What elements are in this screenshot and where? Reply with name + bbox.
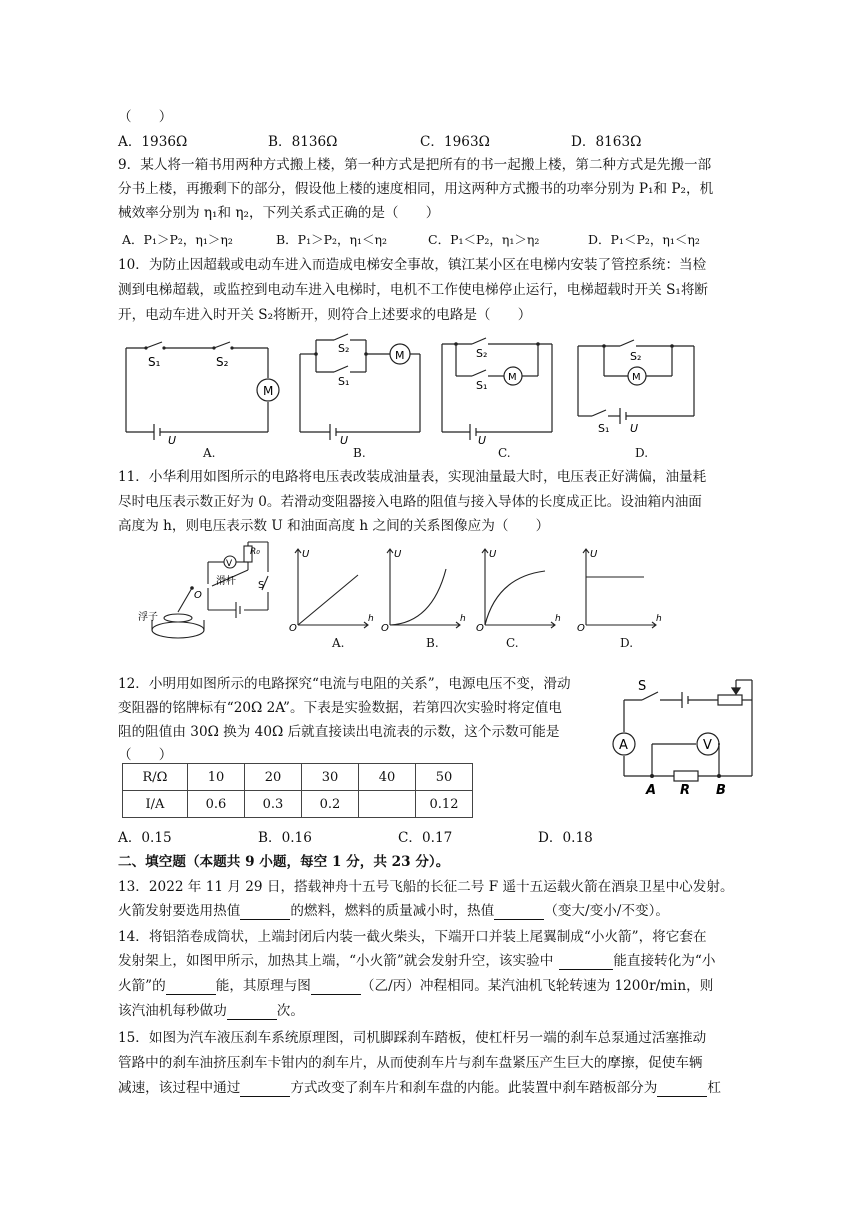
q10-option-a: A. [203,446,216,460]
q11c-u-label: U [489,549,497,560]
q10a-m-label: M [263,384,274,398]
q11d-o-label: O [577,623,585,631]
q10c-m-label: M [508,372,517,383]
q13-text-b: 的燃料，燃料的质量减小时，热值 [290,903,495,919]
q11a-o-label: O [289,623,297,631]
answer-blank[interactable] [227,1004,277,1020]
q10-circuit-d [574,338,700,438]
q11-graph-b [380,545,466,631]
table-cell: 10 [188,764,245,791]
table-cell: 50 [416,764,473,791]
q11b-u-label: U [394,549,402,560]
q10b-m-label: M [395,349,405,362]
q10a-u-label: U [168,434,177,446]
q14-text-a: 发射架上，如图甲所示，加热其上端，“小火箭”就会发射升空，该实验中 [118,953,554,969]
q12-ammeter-label: A [619,738,628,753]
table-row [123,764,473,791]
q10-circuit-c [438,334,560,446]
q9-option-a: A．P₁＞P₂，η₁＞η₂ [122,232,233,247]
q9-stem-line1: 9．某人将一箱书用两种方式搬上楼，第一种方式是把所有的书一起搬上楼，第二种方式是先搬一部 [118,157,712,173]
q13-text-a: 火箭发射要选用热值 [118,903,241,919]
q10a-s2-label: S₂ [216,355,229,369]
q10d-m-label: M [632,372,641,383]
q11-graph-a [288,545,374,631]
table-cell: 40 [359,764,416,791]
q12-stem-line2: 变阻器的铭牌标有“20Ω 2A”。下表是实验数据，若第四次实验时将定值电 [118,700,562,716]
q11a-u-label: U [302,549,310,560]
q11-option-d: D. [620,636,634,650]
q14-text-e: （乙/丙）冲程相同。某汽油机飞轮转速为 1200r/min，则 [360,978,714,994]
q11b-h-label: h [460,614,466,624]
q12-option-d: D．0.18 [538,830,593,846]
q11a-h-label: h [368,614,374,624]
q12-stem-line1: 12．小明用如图所示的电路探究“电流与电阻的关系”，电源电压不变，滑动 [118,676,571,692]
q8-option-d: D．8163Ω [571,134,642,150]
q10d-u-label: U [630,422,639,435]
table-cell: 0.6 [188,791,245,818]
q11-stem-line2: 尽时电压表示数正好为 0。若滑动变阻器接入电路的阻值与接入导体的长度成正比。设油箱内油面 [118,494,702,510]
table-cell: 20 [245,764,302,791]
q10a-s1-label: S₁ [148,355,161,369]
q10-option-b: B. [353,446,366,460]
q12-s-label: S [638,679,647,694]
q15-stem-line1: 15．如图为汽车液压刹车系统原理图，司机脚踩刹车踏板，使杠杆另一端的刹车总泵通过活塞推动 [118,1030,707,1046]
q14-stem-line4 [118,1002,304,1020]
q10-option-d: D. [635,446,649,460]
q12-option-b: B．0.16 [258,830,312,846]
q11-r0-label: R₀ [250,547,260,557]
answer-blank[interactable] [311,979,361,995]
q15-text-c: 杠 [707,1080,721,1096]
q12-r-label: R [680,783,691,798]
q10b-s2-label: S₂ [338,342,350,355]
q9-stem-line3: 械效率分别为 η₁和 η₂，下列关系式正确的是（ ） [118,205,440,221]
q10-stem-line3: 开，电动车进入时开关 S₂将断开，则符合上述要求的电路是（ ） [118,307,532,323]
answer-blank[interactable] [240,1081,290,1097]
q9-option-c: C．P₁＜P₂，η₁＞η₂ [428,232,540,247]
q10b-s1-label: S₁ [338,375,350,388]
q11-v-label: V [226,559,233,569]
q12-option-c: C．0.17 [398,830,453,846]
q11-option-a: A. [332,636,345,650]
table-cell: 30 [302,764,359,791]
q10d-s1-label: S₁ [598,422,610,435]
q9-stem-line2: 分书上楼，再搬剩下的部分，假设他上楼的速度相同，用这两种方式搬书的功率分别为 P₁和 P₂，机 [118,181,714,197]
q12-data-table [122,763,473,818]
q11d-h-label: h [656,614,662,624]
q8-option-c: C．1963Ω [420,134,490,150]
q10b-u-label: U [340,434,349,446]
answer-blank[interactable] [559,954,613,970]
q10-option-c: C. [498,446,511,460]
q12-point-a-label: A [646,783,657,798]
table-cell: 0.2 [302,791,359,818]
q14-stem-line1: 14．将铝箔卷成筒状，上端封闭后内装一截火柴头，下端开口并装上尾翼制成“小火箭”，将它套在 [118,929,707,945]
q14-stem-line3 [118,977,713,995]
q10c-s1-label: S₁ [476,379,488,392]
q14-text-b: 能直接转化为“小 [613,953,716,969]
q11-graph-c [475,545,561,631]
q11-o-label: O [194,590,202,601]
q13-text-c: （变大/变小/不变）。 [544,903,669,919]
q15-stem-line3 [118,1079,721,1097]
q14-text-f: 该汽油机每秒做功 [118,1003,227,1019]
q9-option-b: B．P₁＞P₂，η₁＜η₂ [276,232,388,247]
q11c-h-label: h [555,614,561,624]
table-row [123,791,473,818]
q11d-u-label: U [590,549,598,560]
answer-blank[interactable] [494,904,544,920]
answer-blank[interactable] [240,904,290,920]
q10d-s2-label: S₂ [630,350,642,363]
table-cell [359,791,416,818]
q10-circuit-a [120,340,280,446]
q10c-s2-label: S₂ [476,347,488,360]
q11-float-label: 浮子 [138,612,158,623]
table-cell: R/Ω [123,764,188,791]
q14-text-d: 能，其原理与图 [215,978,311,994]
q12-circuit-figure [604,674,760,798]
q8-paren: （ ） [118,109,173,125]
q8-option-b: B．8136Ω [268,134,338,150]
table-cell: 0.12 [416,791,473,818]
section-title: 二、填空题（本题共 9 小题，每空 1 分，共 23 分）。 [118,854,450,870]
q12-point-b-label: B [716,783,726,798]
q14-stem-line2 [118,952,715,970]
q10-stem-line1: 10．为防止因超载或电动车进入而造成电梯安全事故，镇江某小区在电梯内安装了管控系统：当检 [118,257,707,273]
q14-text-g: 次。 [276,1003,304,1019]
table-cell: I/A [123,791,188,818]
q13-stem-line1: 13．2022 年 11 月 29 日，搭载神舟十五号飞船的长征二号 F 遥十五运载火箭在酒泉卫星中心发射。 [118,879,734,895]
q14-text-c: 火箭”的 [118,978,166,994]
q11-stem-line1: 11．小华利用如图所示的电路将电压表改装成油量表，实现油量最大时，电压表正好满偏，油量耗 [118,469,707,485]
q13-stem-line2 [118,902,669,920]
q15-text-a: 减速，该过程中通过 [118,1080,241,1096]
q11-option-c: C. [506,636,519,650]
q11-slider-label: 滑杆 [216,576,236,587]
q10-stem-line2: 测到电梯超载，或监控到电动车进入电梯时，电机不工作使电梯停止运行，电梯超载时开关 S₁将断 [118,282,709,298]
q12-stem-line3: 阻的阻值由 30Ω 换为 40Ω 后就直接读出电流表的示数，这个示数可能是 [118,724,560,740]
q11-option-b: B. [426,636,439,650]
table-cell: 0.3 [245,791,302,818]
q15-text-b: 方式改变了刹车片和刹车盘的内能。此装置中刹车踏板部分为 [290,1080,658,1096]
q11-stem-line3: 高度为 h，则电压表示数 U 和油面高度 h 之间的关系图像应为（ ） [118,518,550,534]
q15-stem-line2: 管路中的刹车油挤压刹车卡钳内的刹车片，从而使刹车片与刹车盘紧压产生巨大的摩擦，促使车辆 [118,1055,703,1071]
q12-voltmeter-label: V [703,738,712,753]
q10-circuit-b [296,332,426,446]
q11c-o-label: O [476,623,484,631]
q8-option-a: A．1936Ω [118,134,188,150]
q11b-o-label: O [381,623,389,631]
answer-blank[interactable] [657,1081,707,1097]
answer-blank[interactable] [166,979,216,995]
q10c-u-label: U [478,434,487,446]
q11-graph-d [576,545,662,631]
q12-option-a: A．0.15 [118,830,172,846]
q11-s-label: S [258,580,265,591]
q11-oil-gauge-figure [138,540,288,640]
q12-stem-line4: （ ） [118,747,173,763]
q9-option-d: D．P₁＜P₂，η₁＜η₂ [588,232,700,247]
